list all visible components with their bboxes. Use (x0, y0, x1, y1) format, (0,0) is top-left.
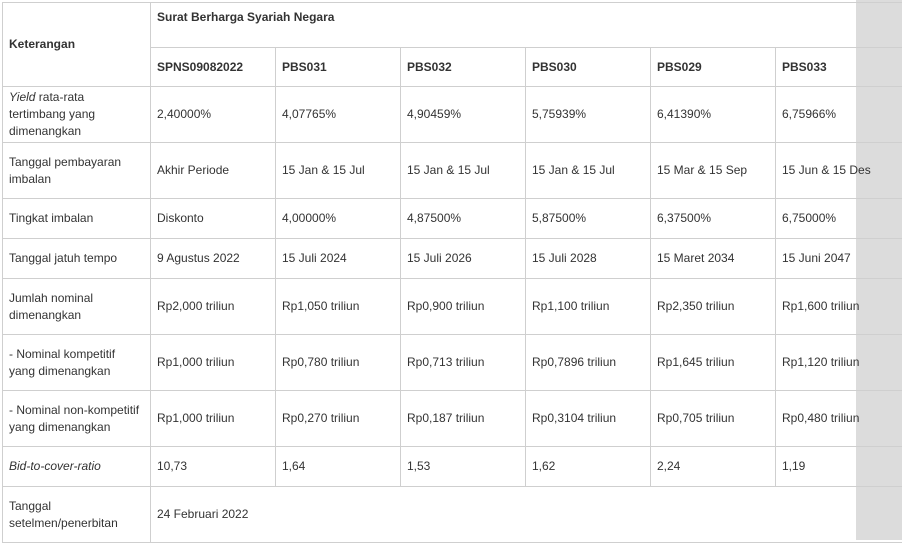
group-header: Surat Berharga Syariah Negara (151, 3, 902, 48)
table-cell: 1,53 (401, 447, 526, 487)
table-row (3, 143, 902, 199)
corner-header: Keterangan (3, 3, 151, 87)
table-cell: 5,87500% (526, 199, 651, 239)
table-cell: Rp0,480 triliun (776, 391, 902, 447)
row-label: Tingkat imbalan (3, 199, 151, 239)
row-label: Tanggal setelmen/penerbitan (3, 487, 151, 543)
table-cell: 6,37500% (651, 199, 776, 239)
table-cell: 4,07765% (276, 87, 401, 143)
table-row (3, 447, 902, 487)
table-cell: Rp0,7896 triliun (526, 335, 651, 391)
table-cell: Diskonto (151, 199, 276, 239)
table-cell: Rp0,780 triliun (276, 335, 401, 391)
table-cell: 6,75000% (776, 199, 902, 239)
table-cell: 15 Jun & 15 Des (776, 143, 902, 199)
table-cell: 15 Juli 2028 (526, 239, 651, 279)
table-cell: 15 Juli 2026 (401, 239, 526, 279)
table-cell: Rp1,120 triliun (776, 335, 902, 391)
table-cell: 4,00000% (276, 199, 401, 239)
row-label: Bid-to-cover-ratio (3, 447, 151, 487)
table-cell: 15 Maret 2034 (651, 239, 776, 279)
table-cell: Rp1,000 triliun (151, 391, 276, 447)
table-cell: Rp1,645 triliun (651, 335, 776, 391)
row-label: - Nominal kompetitif yang dimenangkan (3, 335, 151, 391)
table-cell: 15 Juni 2047 (776, 239, 902, 279)
table-cell: Rp1,600 triliun (776, 279, 902, 335)
row-label: Tanggal pembayaran imbalan (3, 143, 151, 199)
table-cell: Rp0,900 triliun (401, 279, 526, 335)
table-cell: 6,75966% (776, 87, 902, 143)
table-cell: 15 Mar & 15 Sep (651, 143, 776, 199)
table-cell: 6,41390% (651, 87, 776, 143)
table-row (3, 87, 902, 143)
row-label: Yield rata-rata tertimbang yang dimenangkan (3, 87, 151, 143)
series-header: PBS033 (776, 48, 902, 87)
table-row (3, 239, 902, 279)
table-cell: 15 Juli 2024 (276, 239, 401, 279)
row-label: Tanggal jatuh tempo (3, 239, 151, 279)
table-cell: 5,75939% (526, 87, 651, 143)
table-cell: Rp0,3104 triliun (526, 391, 651, 447)
series-header: SPNS09082022 (151, 48, 276, 87)
table-cell: Rp0,705 triliun (651, 391, 776, 447)
table-row (3, 391, 902, 447)
sbsn-auction-results-table (2, 2, 902, 543)
table-cell: Akhir Periode (151, 143, 276, 199)
table-cell: 10,73 (151, 447, 276, 487)
table-cell: 1,64 (276, 447, 401, 487)
table-row (3, 279, 902, 335)
table-cell: 15 Jan & 15 Jul (276, 143, 401, 199)
table-cell: Rp1,000 triliun (151, 335, 276, 391)
table-cell: 2,40000% (151, 87, 276, 143)
series-header: PBS032 (401, 48, 526, 87)
table-cell: 9 Agustus 2022 (151, 239, 276, 279)
table-cell: Rp0,187 triliun (401, 391, 526, 447)
table-cell: 4,90459% (401, 87, 526, 143)
table-cell: 4,87500% (401, 199, 526, 239)
table-cell: Rp2,350 triliun (651, 279, 776, 335)
series-header: PBS029 (651, 48, 776, 87)
table-cell: Rp0,270 triliun (276, 391, 401, 447)
table-row (3, 335, 902, 391)
table-cell: 1,62 (526, 447, 651, 487)
series-header: PBS030 (526, 48, 651, 87)
table-row (3, 199, 902, 239)
table-cell: 15 Jan & 15 Jul (401, 143, 526, 199)
series-header: PBS031 (276, 48, 401, 87)
table-cell: 2,24 (651, 447, 776, 487)
table-cell: Rp0,713 triliun (401, 335, 526, 391)
table-cell: Rp1,050 triliun (276, 279, 401, 335)
table-row (3, 487, 902, 543)
row-label: - Nominal non-kompetitif yang dimenangkan (3, 391, 151, 447)
row-label: Jumlah nominal dimenangkan (3, 279, 151, 335)
table-cell: Rp1,100 triliun (526, 279, 651, 335)
table-cell: 15 Jan & 15 Jul (526, 143, 651, 199)
table-cell: Rp2,000 triliun (151, 279, 276, 335)
settlement-date-cell: 24 Februari 2022 (151, 487, 902, 543)
table-cell: 1,19 (776, 447, 902, 487)
